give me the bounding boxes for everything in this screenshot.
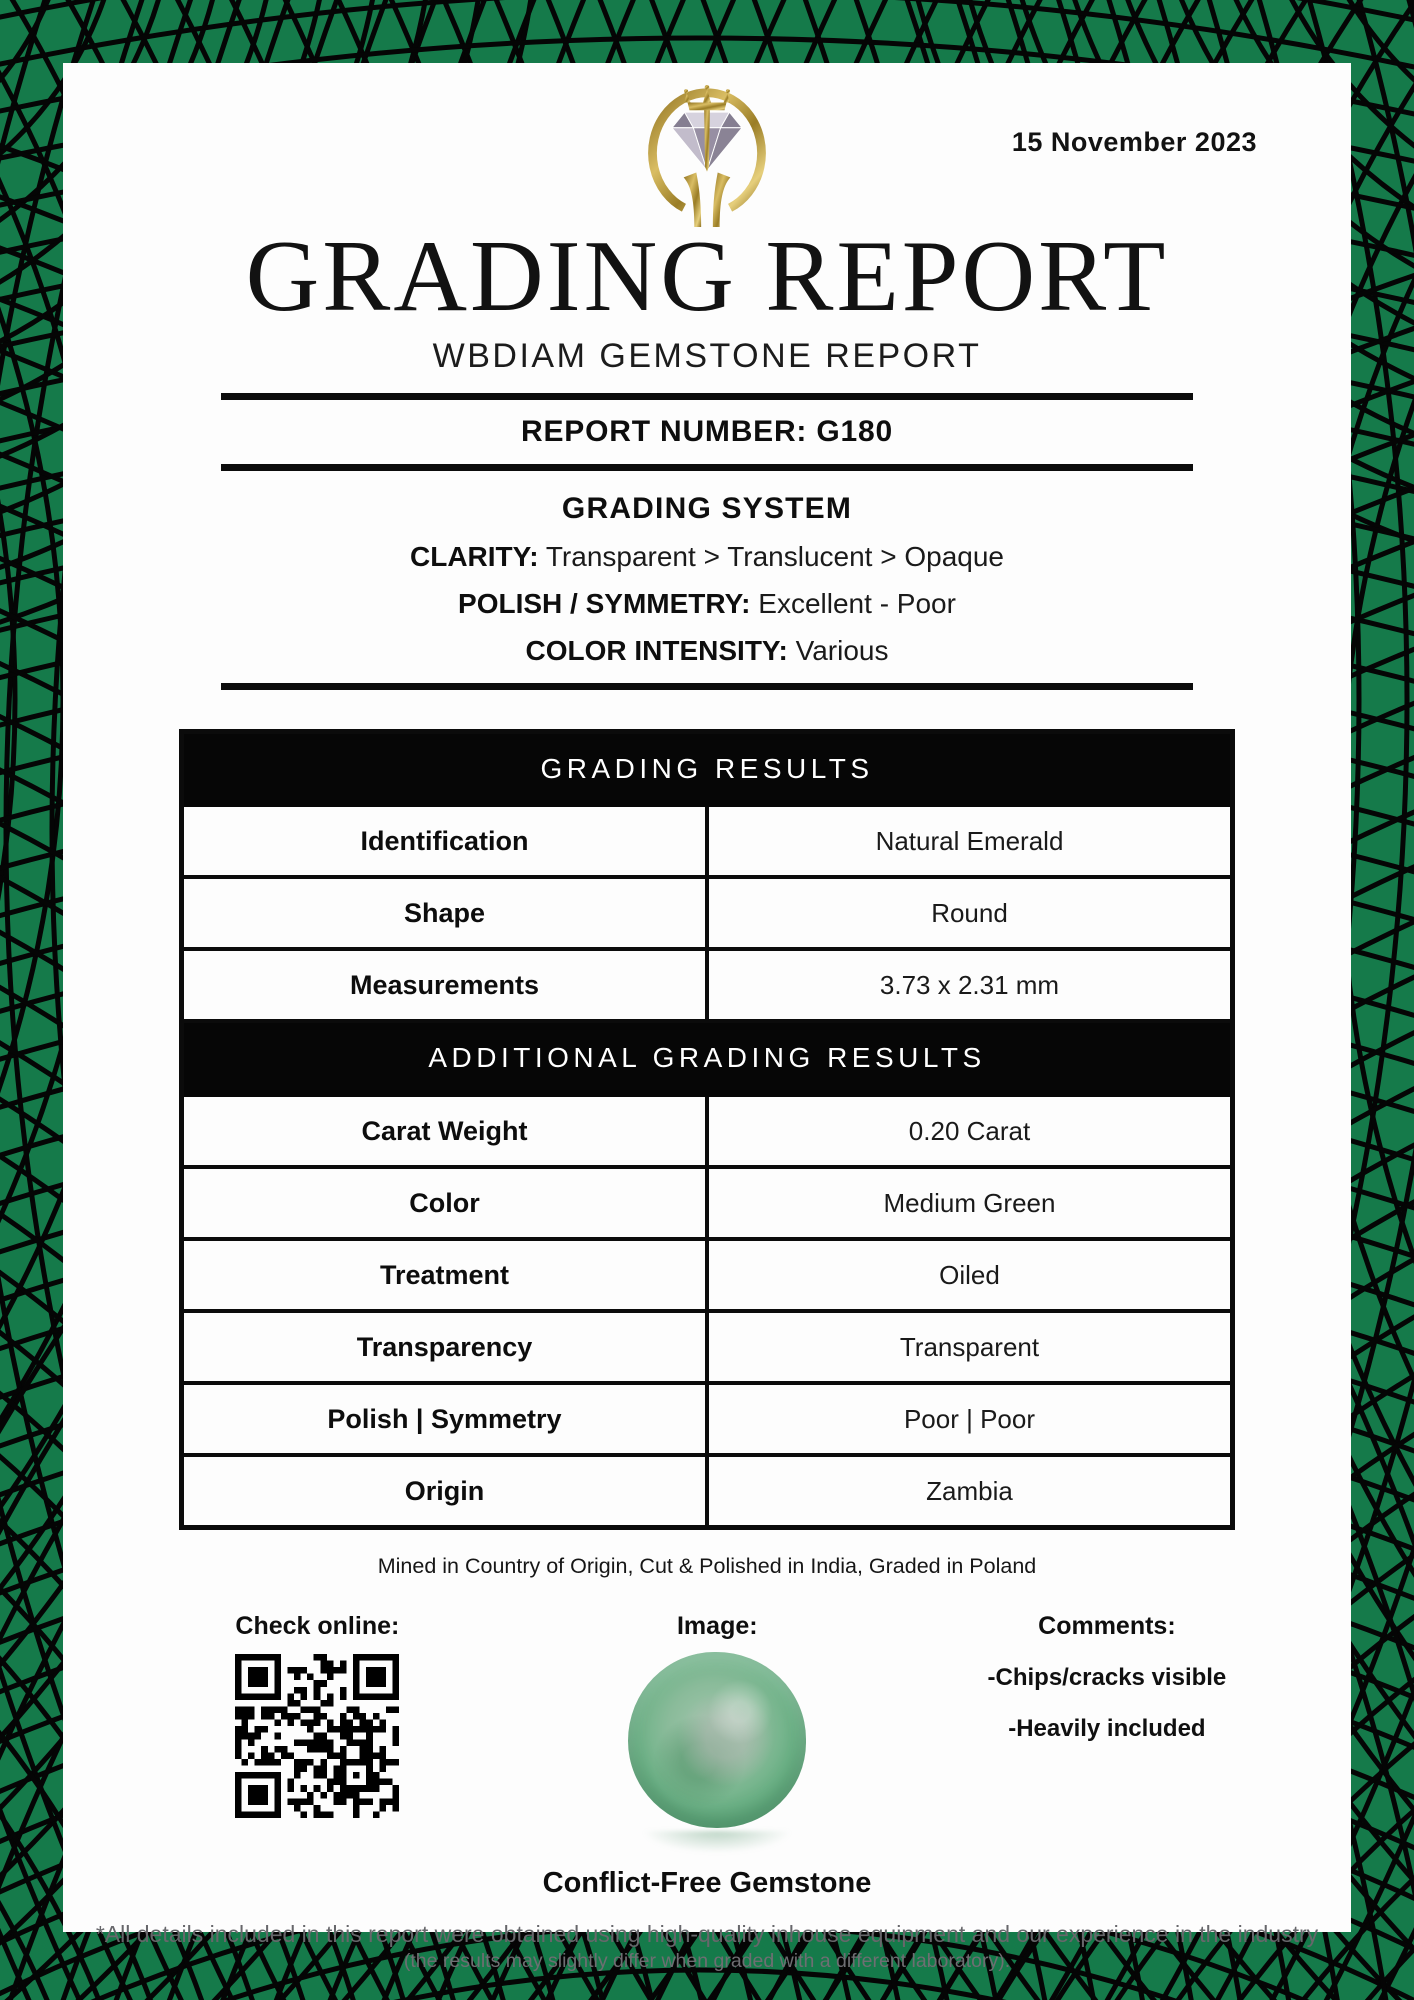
row-label: Polish | Symmetry <box>182 1383 708 1455</box>
polish-symmetry-label: POLISH / SYMMETRY: <box>458 587 751 619</box>
row-value: 0.20 Carat <box>707 1095 1233 1167</box>
table-row <box>182 1239 1233 1311</box>
row-label: Measurements <box>182 949 708 1021</box>
table-section-header <box>182 1021 1233 1095</box>
grading-system-polish-symmetry <box>63 588 1351 620</box>
table-row <box>182 1311 1233 1383</box>
report-number-label: REPORT NUMBER: <box>521 414 808 448</box>
table-section-header <box>182 731 1233 805</box>
table-row <box>182 1095 1233 1167</box>
clarity-label: CLARITY: <box>410 540 539 572</box>
report-number <box>63 415 1351 449</box>
row-value: Transparent <box>707 1311 1233 1383</box>
divider <box>221 393 1193 400</box>
report-title: GRADING REPORT <box>245 220 1169 333</box>
row-value: Natural Emerald <box>707 805 1233 877</box>
brand-logo-icon <box>632 83 782 229</box>
row-value: 3.73 x 2.31 mm <box>707 949 1233 1021</box>
grading-results-header: GRADING RESULTS <box>182 731 1233 805</box>
check-online-column <box>63 1612 572 1823</box>
row-label: Shape <box>182 877 708 949</box>
image-label: Image: <box>676 1611 758 1640</box>
divider <box>221 683 1193 690</box>
qr-code <box>235 1654 399 1818</box>
row-value: Medium Green <box>707 1167 1233 1239</box>
row-label: Origin <box>182 1455 708 1527</box>
color-intensity-value: Various <box>795 634 889 666</box>
comments-label: Comments: <box>1038 1611 1176 1640</box>
grading-system-clarity <box>63 541 1351 573</box>
row-label: Transparency <box>182 1311 708 1383</box>
comments-column <box>863 1612 1351 1743</box>
report-sheet <box>63 63 1351 1972</box>
row-value: Oiled <box>707 1239 1233 1311</box>
divider <box>221 464 1193 471</box>
row-label: Treatment <box>182 1239 708 1311</box>
row-label: Color <box>182 1167 708 1239</box>
row-label: Carat Weight <box>182 1095 708 1167</box>
report-subtitle: WBDIAM GEMSTONE REPORT <box>432 336 982 375</box>
clarity-value: Transparent > Translucent > Opaque <box>545 540 1004 572</box>
report-date: 15 November 2023 <box>1011 127 1257 157</box>
disclaimer-line-1: *All details included in this report were obtained using high-quality inhouse equipment and our experience in the industry <box>95 1920 1319 1947</box>
row-value: Round <box>707 877 1233 949</box>
conflict-free-statement: Conflict-Free Gemstone <box>542 1866 872 1899</box>
table-row <box>182 949 1233 1021</box>
table-row <box>182 877 1233 949</box>
footer-columns <box>63 1612 1351 1853</box>
image-column <box>572 1612 863 1853</box>
table-row <box>182 1383 1233 1455</box>
comment-item: -Chips/cracks visible <box>987 1663 1227 1691</box>
gemstone-reflection <box>642 1831 792 1853</box>
grading-results-table <box>179 729 1235 1530</box>
row-value: Zambia <box>707 1455 1233 1527</box>
polish-symmetry-value: Excellent - Poor <box>758 587 956 619</box>
row-label: Identification <box>182 805 708 877</box>
grading-system-heading: GRADING SYSTEM <box>561 491 853 525</box>
table-row <box>182 1167 1233 1239</box>
check-online-label: Check online: <box>235 1611 400 1640</box>
additional-grading-results-header: ADDITIONAL GRADING RESULTS <box>182 1021 1233 1095</box>
row-value: Poor | Poor <box>707 1383 1233 1455</box>
provenance-note: Mined in Country of Origin, Cut & Polished in India, Graded in Poland <box>377 1553 1037 1578</box>
table-row <box>182 1455 1233 1527</box>
gemstone-photo <box>628 1652 806 1828</box>
table-row <box>182 805 1233 877</box>
report-number-value: G180 <box>816 414 893 448</box>
disclaimer-line-2: (the results may slightly differ when graded with a different laboratory). <box>403 1949 1011 1972</box>
color-intensity-label: COLOR INTENSITY: <box>525 634 788 666</box>
grading-system-color-intensity <box>63 635 1351 667</box>
comment-item: -Heavily included <box>1008 1714 1206 1742</box>
